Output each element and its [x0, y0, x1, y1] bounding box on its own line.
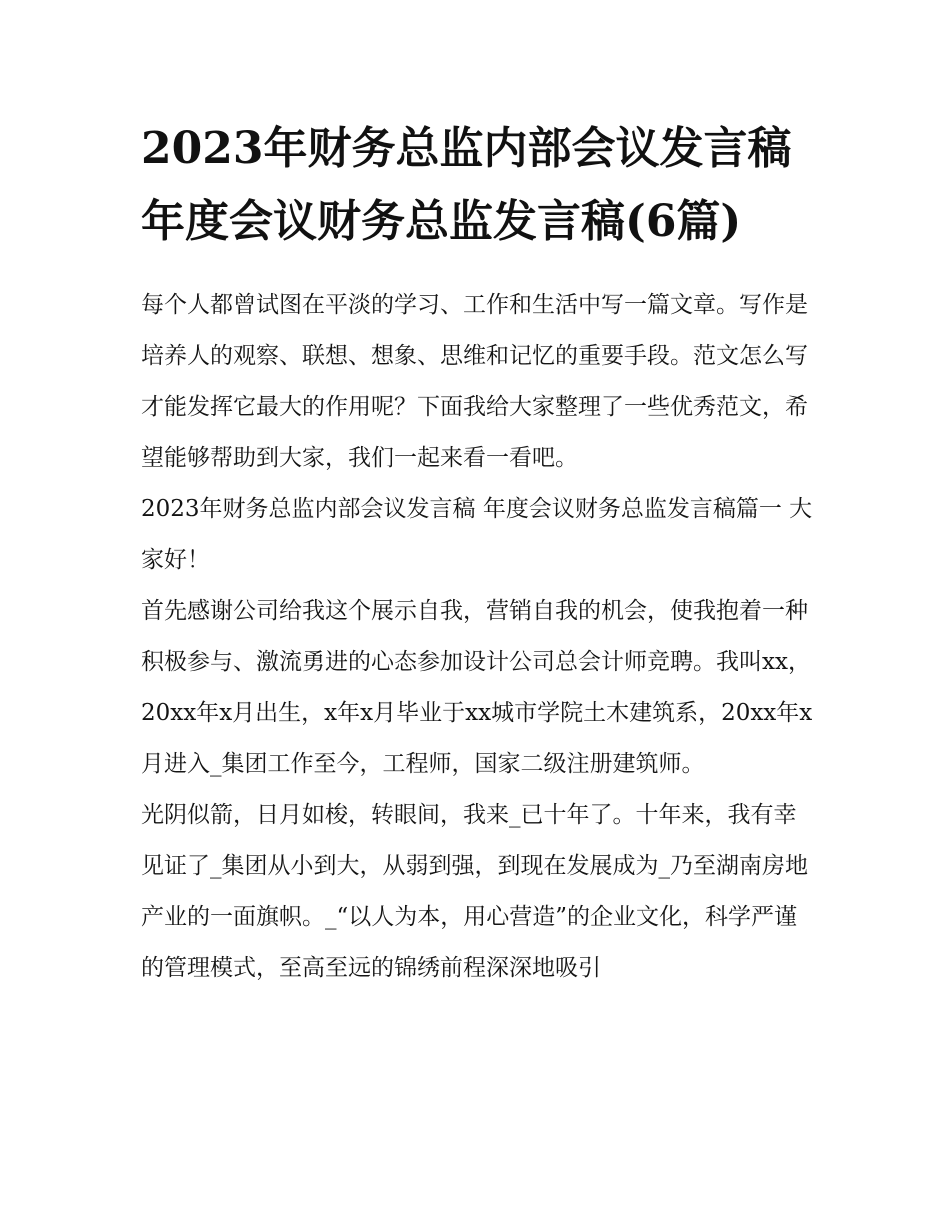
intro-paragraph: 每个人都曾试图在平淡的学习、工作和生活中写一篇文章。写作是培养人的观察、联想、想象、思维和记忆的重要手段。范文怎么写才能发挥它最大的作用呢？下面我给大家整理了一些优秀范文，希望能够帮助到大家，我们一起来看一看吧。	[141, 292, 808, 471]
document-title: 2023年财务总监内部会议发言稿 年度会议财务总监发言稿(6篇)	[141, 123, 792, 247]
experience-paragraph: 光阴似箭，日月如梭，转眼间，我来_已十年了。十年来，我有幸见证了_集团从小到大，从弱到强，到现在发展成为_乃至湖南房地产业的一面旗帜。_“以人为本，用心营造”的企业文化，科学严谨的管理模式，至高至远的锦绣前程深深地吸引	[141, 802, 808, 981]
document-body	[141, 280, 813, 994]
self-introduction-paragraph: 首先感谢公司给我这个展示自我，营销自我的机会，使我抱着一种积极参与、激流勇进的心态参加设计公司总会计师竞聘。我叫xx，20xx年x月出生，x年x月毕业于xx城市学院土木建筑系，20xx年x月进入_集团工作至今，工程师，国家二级注册建筑师。	[141, 598, 813, 777]
section-heading-paragraph: 2023年财务总监内部会议发言稿 年度会议财务总监发言稿篇一 大家好！	[141, 496, 813, 573]
document-content	[141, 112, 813, 994]
